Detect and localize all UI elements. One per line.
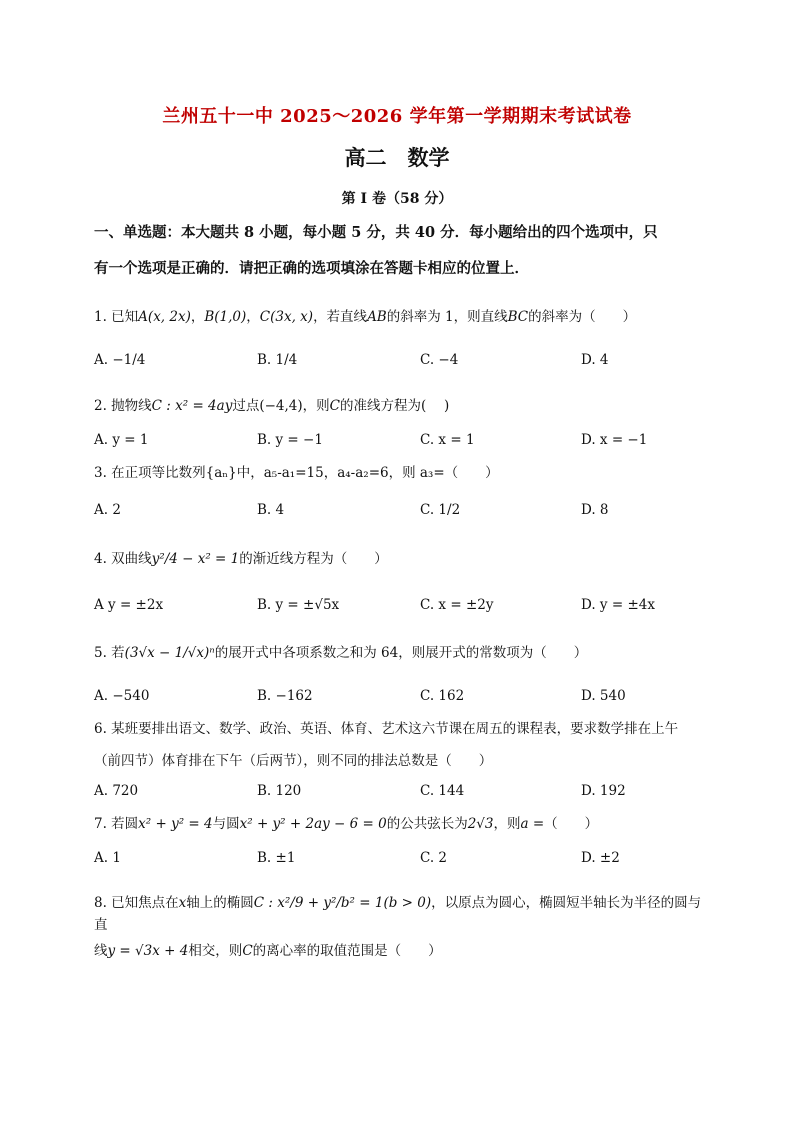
option-b: B. ±1 <box>257 850 296 866</box>
option-b: B. 1/4 <box>257 352 298 368</box>
question-7-options <box>94 850 714 880</box>
section-instructions-line-1: 一、单选题：本大题共 8 小题，每小题 5 分，共 40 分．每小题给出的四个选项中，只 <box>94 224 658 241</box>
option-d: D. y = ±4x <box>581 597 655 613</box>
question-6-stem-line-2: （前四节）体育排在下午（后两节），则不同的排法总数是（ ） <box>94 753 493 769</box>
option-a: A. 2 <box>94 502 121 518</box>
exam-subtitle: 高二 数学 <box>344 145 450 170</box>
math-line-ab: AB <box>367 309 387 325</box>
question-8-stem-line-2: 线y = √3x + 4相交，则C的离心率的取值范围是（ ） <box>94 943 442 959</box>
option-d: D. 540 <box>581 688 626 704</box>
question-6-stem-line-1: 6. 某班要排出语文、数学、政治、英语、体育、艺术这六节课在周五的课程表，要求数学排在上午 <box>94 721 679 737</box>
option-b: B. y = ±√5x <box>257 597 340 613</box>
option-d: D. 192 <box>581 783 626 799</box>
math-chord-length: 2√3 <box>467 816 494 832</box>
option-c: C. −4 <box>420 352 459 368</box>
question-7-stem: 7. 若圆x² + y² = 4与圆x² + y² + 2ay − 6 = 0的公共弦长为2√3，则a =（ ） <box>94 816 599 832</box>
math-binomial: (3√x − 1/√x)ⁿ <box>124 645 215 661</box>
part-heading: 第 I 卷（58 分） <box>341 191 453 207</box>
math-point-a: A(x, 2x) <box>138 309 191 325</box>
option-a: A. y = 1 <box>94 432 149 448</box>
math-point-c: C(3x, x) <box>259 309 314 325</box>
option-b: B. 4 <box>257 502 285 518</box>
question-4-options <box>94 597 714 627</box>
option-a: A. 720 <box>94 783 139 799</box>
question-4-stem: 4. 双曲线y²/4 − x² = 1的渐近线方程为（ ） <box>94 551 388 567</box>
math-curve-c: C <box>329 398 340 414</box>
option-d: D. x = −1 <box>581 432 648 448</box>
option-c: C. 2 <box>420 850 448 866</box>
option-b: B. 120 <box>257 783 302 799</box>
question-1-stem: 1. 已知A(x, 2x)，B(1,0)，C(3x, x)，若直线AB的斜率为 1，则直线BC的斜率为（ ） <box>94 309 637 325</box>
question-1-options <box>94 352 714 382</box>
question-8-stem-line-1: 8. 已知焦点在x轴上的椭圆C : x²/9 + y²/b² = 1(b > 0)，以原点为圆心，椭圆短半轴长为半径的圆与直 <box>94 895 702 933</box>
option-d: D. ±2 <box>581 850 620 866</box>
option-c: C. 162 <box>420 688 465 704</box>
math-point-b: B(1,0) <box>204 309 247 325</box>
question-6-options <box>94 783 714 813</box>
question-3-options <box>94 502 714 532</box>
question-5-stem: 5. 若(3√x − 1/√x)ⁿ的展开式中各项系数之和为 64，则展开式的常数项为（ ） <box>94 645 588 661</box>
section-instructions-line-2: 有一个选项是正确的．请把正确的选项填涂在答题卡相应的位置上． <box>94 260 529 277</box>
question-3-stem: 3. 在正项等比数列{aₙ}中，a₅-a₁=15，a₄-a₂=6，则 a₃=（ ） <box>94 465 499 481</box>
math-line: y = √3x + 4 <box>107 943 189 959</box>
option-b: B. −162 <box>257 688 313 704</box>
math-curve-c: C <box>242 943 253 959</box>
math-parabola: C : x² = 4ay <box>151 398 233 414</box>
option-a: A. 1 <box>94 850 121 866</box>
math-point: (−4,4) <box>259 398 303 414</box>
math-variable-a: a = <box>520 816 545 832</box>
math-ellipse: C : x²/9 + y²/b² = 1(b > 0) <box>253 895 432 911</box>
option-b: B. y = −1 <box>257 432 323 448</box>
math-line-bc: BC <box>507 309 529 325</box>
exam-title: 兰州五十一中 2025～2026 学年第一学期期末考试试卷 <box>162 106 632 127</box>
option-a: A. −1/4 <box>94 352 146 368</box>
question-2-stem: 2. 抛物线C : x² = 4ay过点(−4,4)，则C的准线方程为( ) <box>94 398 450 414</box>
option-c: C. 144 <box>420 783 465 799</box>
option-a: A y = ±2x <box>94 597 164 613</box>
math-hyperbola: y²/4 − x² = 1 <box>151 551 240 567</box>
option-c: C. x = 1 <box>420 432 475 448</box>
option-c: C. x = ±2y <box>420 597 494 613</box>
question-2-options <box>94 432 714 462</box>
option-d: D. 4 <box>581 352 609 368</box>
question-5-options <box>94 688 714 718</box>
option-c: C. 1/2 <box>420 502 461 518</box>
math-circle-1: x² + y² = 4 <box>138 816 213 832</box>
math-axis-x: x <box>178 895 187 911</box>
option-a: A. −540 <box>94 688 150 704</box>
option-d: D. 8 <box>581 502 609 518</box>
math-circle-2: x² + y² + 2ay − 6 = 0 <box>239 816 387 832</box>
